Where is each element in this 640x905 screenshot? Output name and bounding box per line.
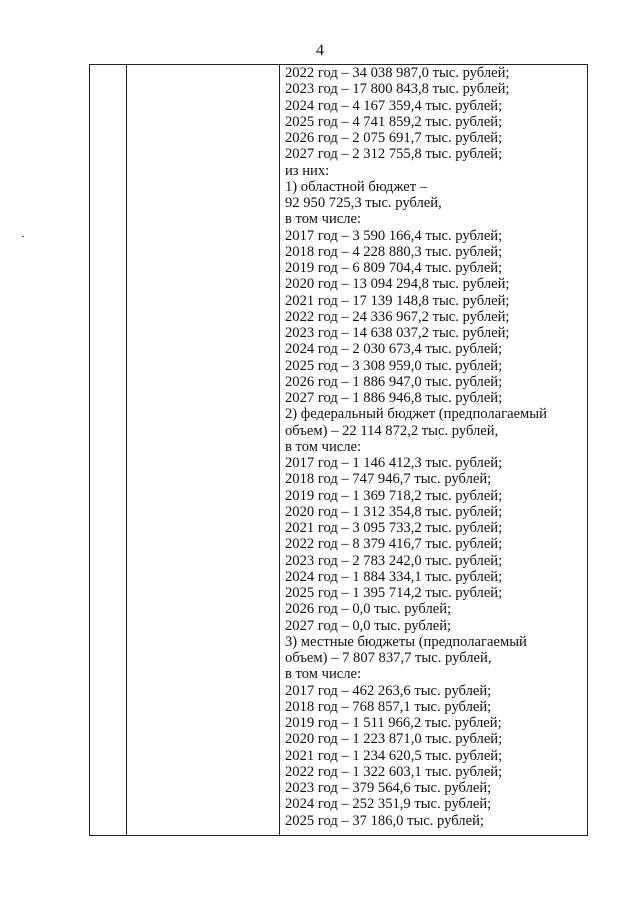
funding-line: объем) – 7 807 837,7 тыс. рублей, — [285, 650, 492, 666]
funding-line: 2025 год – 37 186,0 тыс. рублей; — [285, 812, 484, 829]
funding-line: объем) – 22 114 872,2 тыс. рублей, — [285, 422, 499, 439]
funding-line: 2022 год – 8 379 416,7 тыс. рублей; — [285, 536, 503, 553]
funding-line: 2026 год – 0,0 тыс. рублей; — [285, 601, 452, 618]
funding-line: 2018 год – 768 857,1 тыс. рублей; — [285, 698, 492, 715]
funding-line: 92 950 725,3 тыс. рублей, — [285, 195, 442, 211]
funding-line: 1) областной бюджет – — [285, 178, 428, 195]
funding-line: 2023 год – 17 800 843,8 тыс. рублей; — [285, 81, 510, 98]
column-divider-1 — [126, 65, 127, 835]
funding-line: 2023 год – 2 783 242,0 тыс. рублей; — [285, 552, 503, 569]
funding-line: 2020 год – 1 223 871,0 тыс. рублей; — [285, 731, 503, 748]
funding-line: 2022 год – 34 038 987,0 тыс. рублей; — [285, 65, 510, 81]
column-divider-2 — [279, 65, 280, 835]
page-number: 4 — [316, 42, 324, 59]
funding-line: 2020 год – 1 312 354,8 тыс. рублей; — [285, 503, 503, 520]
funding-line: 2) федеральный бюджет (предполагаемый — [285, 406, 547, 423]
funding-line: 2022 год – 24 336 967,2 тыс. рублей; — [285, 308, 510, 325]
funding-line: 2019 год – 6 809 704,4 тыс. рублей; — [285, 260, 503, 276]
funding-line: в том числе: — [285, 211, 362, 228]
funding-line: 2019 год – 1 369 718,2 тыс. рублей; — [285, 487, 503, 504]
funding-line: 2021 год – 1 234 620,5 тыс. рублей; — [285, 747, 503, 764]
funding-line: 2027 год – 2 312 755,8 тыс. рублей; — [285, 146, 503, 163]
funding-line: 2017 год – 462 263,6 тыс. рублей; — [285, 682, 492, 699]
funding-line: 2024 год – 252 351,9 тыс. рублей; — [285, 796, 492, 813]
funding-line: 2027 год – 1 886 946,8 тыс. рублей; — [285, 390, 503, 406]
funding-line: 2025 год – 1 395 714,2 тыс. рублей; — [285, 585, 503, 601]
funding-line: 2023 год – 14 638 037,2 тыс. рублей; — [285, 325, 510, 341]
funding-line: 2022 год – 1 322 603,1 тыс. рублей; — [285, 763, 503, 780]
funding-line: в том числе: — [285, 666, 362, 683]
funding-line: 3) местные бюджеты (предполагаемый — [285, 633, 527, 650]
funding-line: 2024 год – 2 030 673,4 тыс. рублей; — [285, 341, 503, 358]
funding-line: 2024 год – 1 884 334,1 тыс. рублей; — [285, 568, 503, 585]
funding-line: 2020 год – 13 094 294,8 тыс. рублей; — [285, 276, 510, 293]
funding-line: 2019 год – 1 511 966,2 тыс. рублей; — [285, 715, 502, 731]
funding-table — [89, 64, 588, 836]
funding-line: 2026 год – 2 075 691,7 тыс. рублей; — [285, 130, 503, 146]
funding-cell — [285, 65, 585, 829]
scan-artifact — [22, 236, 24, 237]
funding-line: 2026 год – 1 886 947,0 тыс. рублей; — [285, 373, 503, 390]
funding-line: 2021 год – 3 095 733,2 тыс. рублей; — [285, 520, 503, 536]
funding-line: 2024 год – 4 167 359,4 тыс. рублей; — [285, 97, 503, 114]
funding-line: 2027 год – 0,0 тыс. рублей; — [285, 617, 452, 634]
funding-line: 2021 год – 17 139 148,8 тыс. рублей; — [285, 292, 510, 309]
funding-line: 2025 год – 4 741 859,2 тыс. рублей; — [285, 113, 503, 130]
funding-line: 2018 год – 747 946,7 тыс. рублей; — [285, 471, 492, 488]
funding-line: 2018 год – 4 228 880,3 тыс. рублей; — [285, 243, 503, 260]
funding-line: 2025 год – 3 308 959,0 тыс. рублей; — [285, 357, 503, 374]
funding-line: 2023 год – 379 564,6 тыс. рублей; — [285, 780, 492, 796]
funding-line: в том числе: — [285, 438, 362, 455]
funding-line: 2017 год – 3 590 166,4 тыс. рублей; — [285, 227, 503, 244]
funding-line: 2017 год – 1 146 412,3 тыс. рублей; — [285, 455, 503, 471]
funding-line: из них: — [285, 162, 330, 179]
